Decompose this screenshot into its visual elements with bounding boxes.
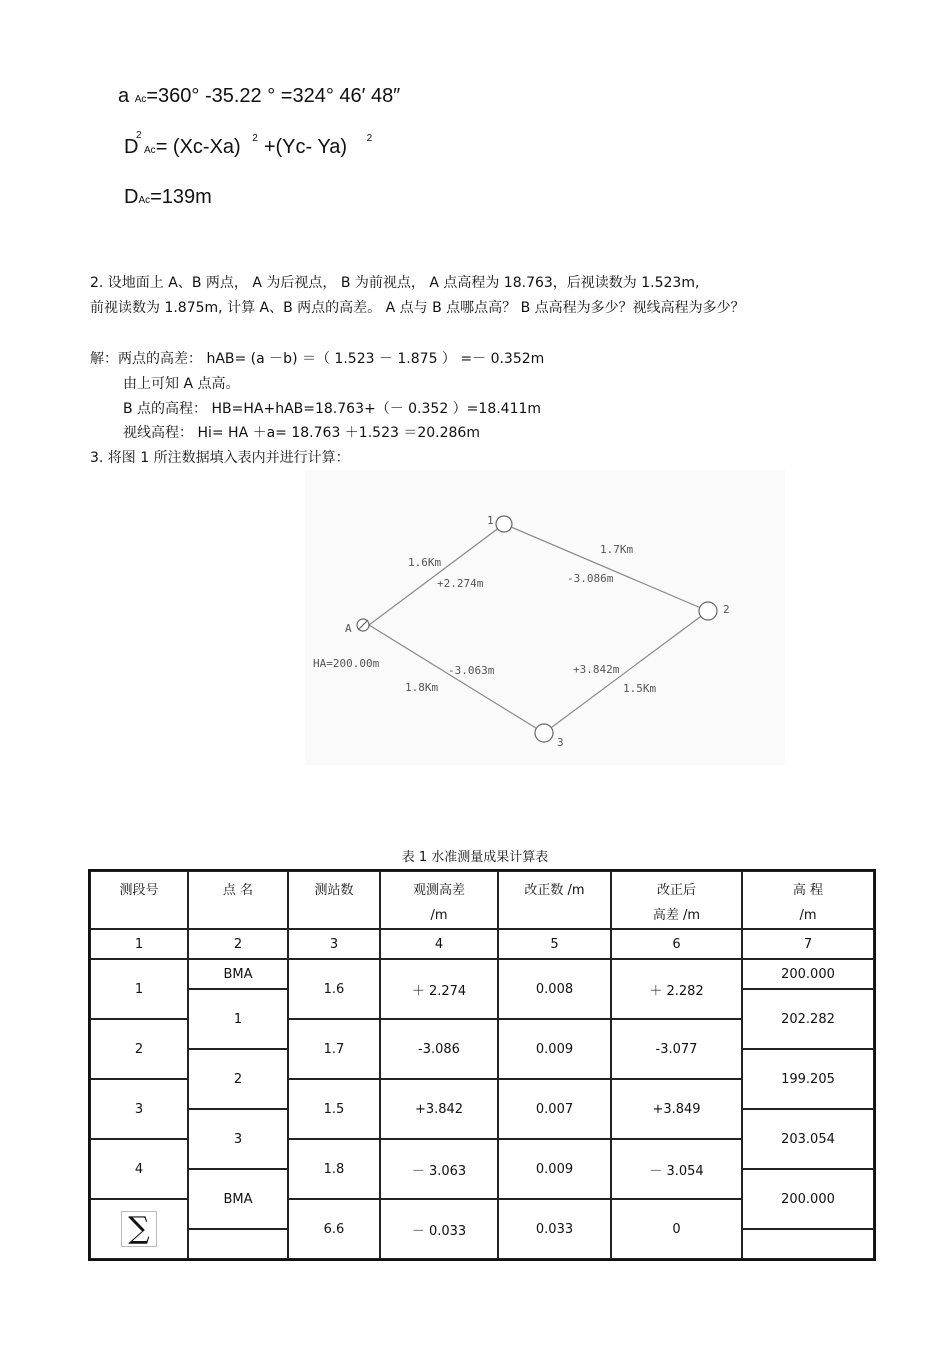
correction: 0.008 (498, 959, 611, 1019)
segment-no: 1 (90, 959, 188, 1019)
point-name: 2 (188, 1049, 288, 1109)
stations: 1.5 (288, 1079, 380, 1139)
elevation: 200.000 (742, 959, 874, 989)
point-name: BMA (188, 959, 288, 989)
formula-dval-text: =139m (150, 186, 212, 208)
header-stations: 测站数 (288, 871, 380, 929)
sum-symbol-cell (90, 1199, 188, 1259)
formula-d-text: = (Xc-Xa) (155, 136, 241, 158)
point-name: 3 (188, 1109, 288, 1169)
elevation: 202.282 (742, 989, 874, 1049)
stations: 1.6 (288, 959, 380, 1019)
formula-d-sub: Ac (144, 145, 156, 156)
answer2-line4: 视线高程： Hi= HA ＋a= 18.763 ＋1.523 ＝20.286m (123, 425, 480, 441)
stations: 1.7 (288, 1019, 380, 1079)
formula-d-value (124, 186, 212, 209)
benchmark-a-label: A (345, 622, 352, 635)
formula-d-symbol: D (124, 136, 139, 158)
sigma-icon: ∑ (121, 1211, 156, 1247)
answer2-line1: 解：两点的高差： hAB= (a －b) ＝（ 1.523 － 1.875 ） =－ 0.352m (90, 351, 545, 367)
correction: 0.009 (498, 1139, 611, 1199)
index-cell: 1 (90, 929, 188, 959)
table-index-row (90, 929, 874, 959)
leveling-route-diagram (305, 470, 785, 765)
observed-diff: +3.842 (380, 1079, 498, 1139)
sum-correction: 0.033 (498, 1199, 611, 1259)
observed-diff: ＋ 2.274 (380, 959, 498, 1019)
index-cell: 5 (498, 929, 611, 959)
stations: 1.8 (288, 1139, 380, 1199)
answer2-line3: B 点的高程： HB=HA+hAB=18.763+（－ 0.352 ）=18.411m (123, 401, 542, 417)
corrected-diff: － 3.054 (611, 1139, 742, 1199)
index-cell: 3 (288, 929, 380, 959)
formula-dval-sub: Ac (138, 195, 151, 206)
station-1-label: 1 (487, 514, 494, 527)
segment-a3-diff: -3.063m (448, 664, 495, 677)
segment-no: 3 (90, 1079, 188, 1139)
header-corrected-diff: 改正后 高差 /m (611, 871, 742, 929)
observed-diff: － 3.063 (380, 1139, 498, 1199)
sum-corrected: 0 (611, 1199, 742, 1259)
question3-text: 3. 将图 1 所注数据填入表内并进行计算： (90, 450, 350, 466)
segment-no: 2 (90, 1019, 188, 1079)
index-cell: 2 (188, 929, 288, 959)
correction: 0.007 (498, 1079, 611, 1139)
formula-alpha (118, 85, 400, 108)
segment-a1-distance: 1.6Km (408, 556, 442, 569)
header-observed-diff: 观测高差 /m (380, 871, 498, 929)
station-2-label: 2 (723, 603, 730, 616)
segment-no: 4 (90, 1139, 188, 1199)
observed-diff: -3.086 (380, 1019, 498, 1079)
answer2-line2: 由上可知 A 点高。 (123, 376, 240, 392)
station-3-marker (535, 724, 553, 742)
point-name: 1 (188, 989, 288, 1049)
correction: 0.009 (498, 1019, 611, 1079)
segment-12-diff: -3.086m (567, 572, 614, 585)
sum-observed: － 0.033 (380, 1199, 498, 1259)
formula-d-sup2: 2 (252, 133, 258, 144)
corrected-diff: -3.077 (611, 1019, 742, 1079)
elevation: 200.000 (742, 1169, 874, 1229)
station-3-label: 3 (557, 736, 564, 749)
formula-alpha-text: =360° -35.22 ° =324° 46′ 48″ (146, 85, 401, 107)
leveling-calculation-table (88, 869, 876, 1261)
empty-cell (188, 1229, 288, 1259)
empty-cell (742, 1229, 874, 1259)
header-elevation: 高 程 /m (742, 871, 874, 929)
formula-d-sup: 2 (136, 130, 142, 141)
table-row (90, 959, 874, 989)
table-header-row (90, 871, 874, 929)
benchmark-elevation: HA=200.00m (313, 657, 380, 670)
formula-alpha-symbol: a (118, 85, 130, 107)
question2-line1: 2. 设地面上 A、B 两点， A 为后视点， B 为前视点， A 点高程为 18.763，后视读数为 1.523m, (90, 275, 700, 291)
formula-d-text2: +(Yc- Ya) (263, 136, 348, 158)
segment-32-distance: 1.5Km (623, 682, 657, 695)
corrected-diff: ＋ 2.282 (611, 959, 742, 1019)
segment-a3-distance: 1.8Km (405, 681, 439, 694)
formula-alpha-sub: Ac (134, 94, 147, 105)
index-cell: 4 (380, 929, 498, 959)
table-caption: 表 1 水准测量成果计算表 (401, 850, 549, 865)
header-correction: 改正数 /m (498, 871, 611, 929)
station-2-marker (699, 602, 717, 620)
station-1-marker (496, 516, 512, 532)
sum-stations: 6.6 (288, 1199, 380, 1259)
segment-12-distance: 1.7Km (600, 543, 634, 556)
corrected-diff: +3.849 (611, 1079, 742, 1139)
index-cell: 6 (611, 929, 742, 959)
question2-line2: 前视读数为 1.875m, 计算 A、B 两点的高差。 A 点与 B 点哪点高？ B 点高程为多少？视线高程为多少？ (90, 300, 745, 316)
header-point-name: 点 名 (188, 871, 288, 929)
index-cell: 7 (742, 929, 874, 959)
formula-d-sup3: 2 (366, 133, 373, 144)
segment-32-diff: +3.842m (573, 663, 620, 676)
segment-a1-diff: +2.274m (437, 577, 484, 590)
formula-d-squared (124, 130, 373, 159)
header-segment-no: 测段号 (90, 871, 188, 929)
elevation: 199.205 (742, 1049, 874, 1109)
elevation: 203.054 (742, 1109, 874, 1169)
point-name: BMA (188, 1169, 288, 1229)
formula-dval-symbol: D (124, 186, 139, 208)
